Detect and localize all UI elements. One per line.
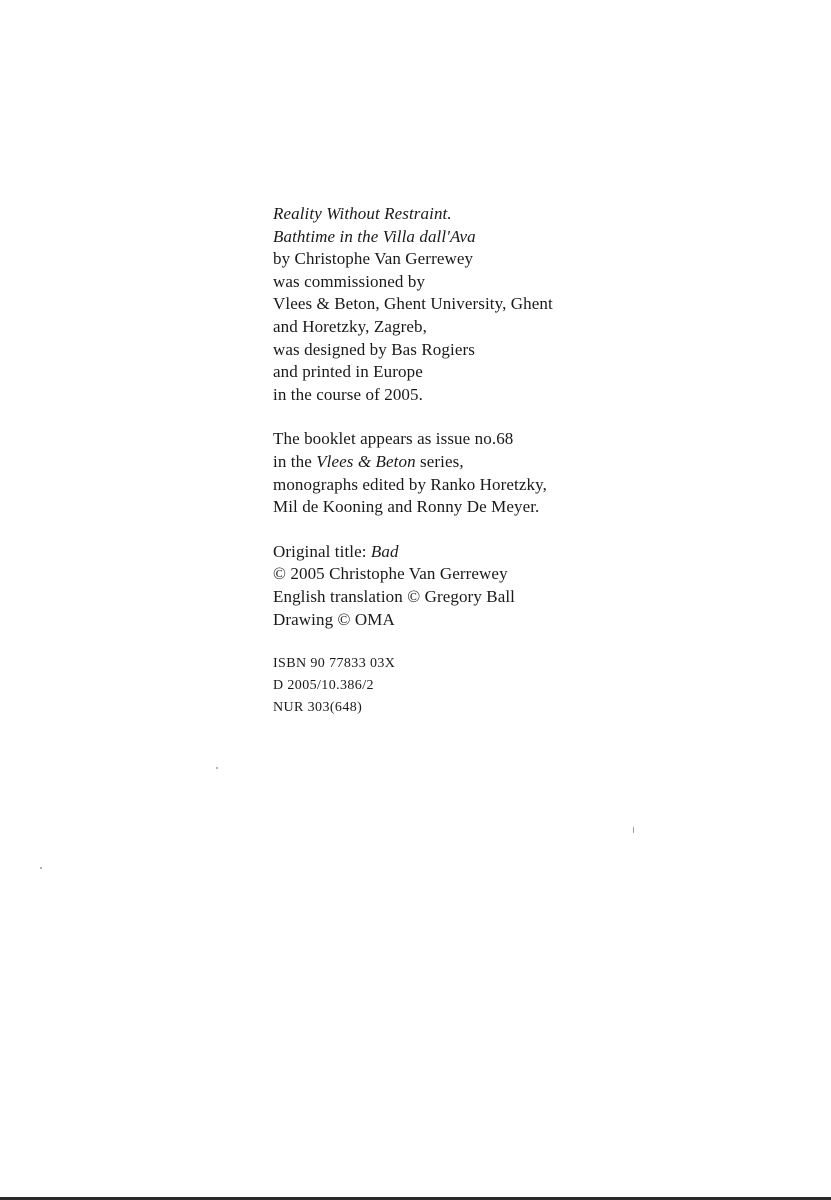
- identifiers-block: [273, 653, 553, 719]
- credit-line: by Christophe Van Gerrewey: [273, 249, 474, 269]
- editors-line: Mil de Kooning and Ronny De Meyer.: [273, 497, 540, 517]
- copyright-drawing: Drawing © OMA: [273, 609, 395, 629]
- isbn: ISBN 90 77833 03X: [273, 656, 396, 672]
- nur-code: NUR 303(648): [273, 700, 363, 716]
- book-title-line-1: Reality Without Restraint.: [273, 204, 452, 223]
- paper-speck: [216, 767, 218, 769]
- rights-block: [273, 541, 553, 631]
- colophon: [273, 203, 553, 719]
- credit-line: in the course of 2005.: [273, 384, 423, 404]
- original-title-line: [273, 541, 553, 564]
- credit-line: was designed by Bas Rogiers: [273, 339, 475, 359]
- credit-line: and Horetzky, Zagreb,: [273, 316, 427, 336]
- paper-speck: [40, 867, 42, 869]
- credit-line: and printed in Europe: [273, 362, 423, 382]
- series-name: Vlees & Beton: [316, 451, 416, 471]
- editors-line: monographs edited by Ranko Horetzky,: [273, 474, 547, 494]
- book-title-line-2: Bathtime in the Villa dall'Ava: [273, 226, 476, 246]
- credit-line: was commissioned by: [273, 271, 426, 291]
- original-title-label: Original title:: [273, 541, 371, 561]
- issue-line: The booklet appears as issue no.68: [273, 429, 514, 449]
- credit-line: Vlees & Beton, Ghent University, Ghent: [273, 294, 553, 314]
- series-block: [273, 428, 553, 518]
- credits-block: [273, 203, 553, 406]
- series-line-suffix: series,: [415, 451, 464, 471]
- series-line: [273, 451, 553, 474]
- series-line-prefix: in the: [273, 451, 317, 471]
- copyright-translation: English translation © Gregory Ball: [273, 586, 515, 606]
- copyright-author: © 2005 Christophe Van Gerrewey: [273, 564, 508, 584]
- legal-deposit: D 2005/10.386/2: [273, 678, 374, 694]
- original-title: Bad: [370, 541, 399, 561]
- paper-speck: [633, 827, 634, 833]
